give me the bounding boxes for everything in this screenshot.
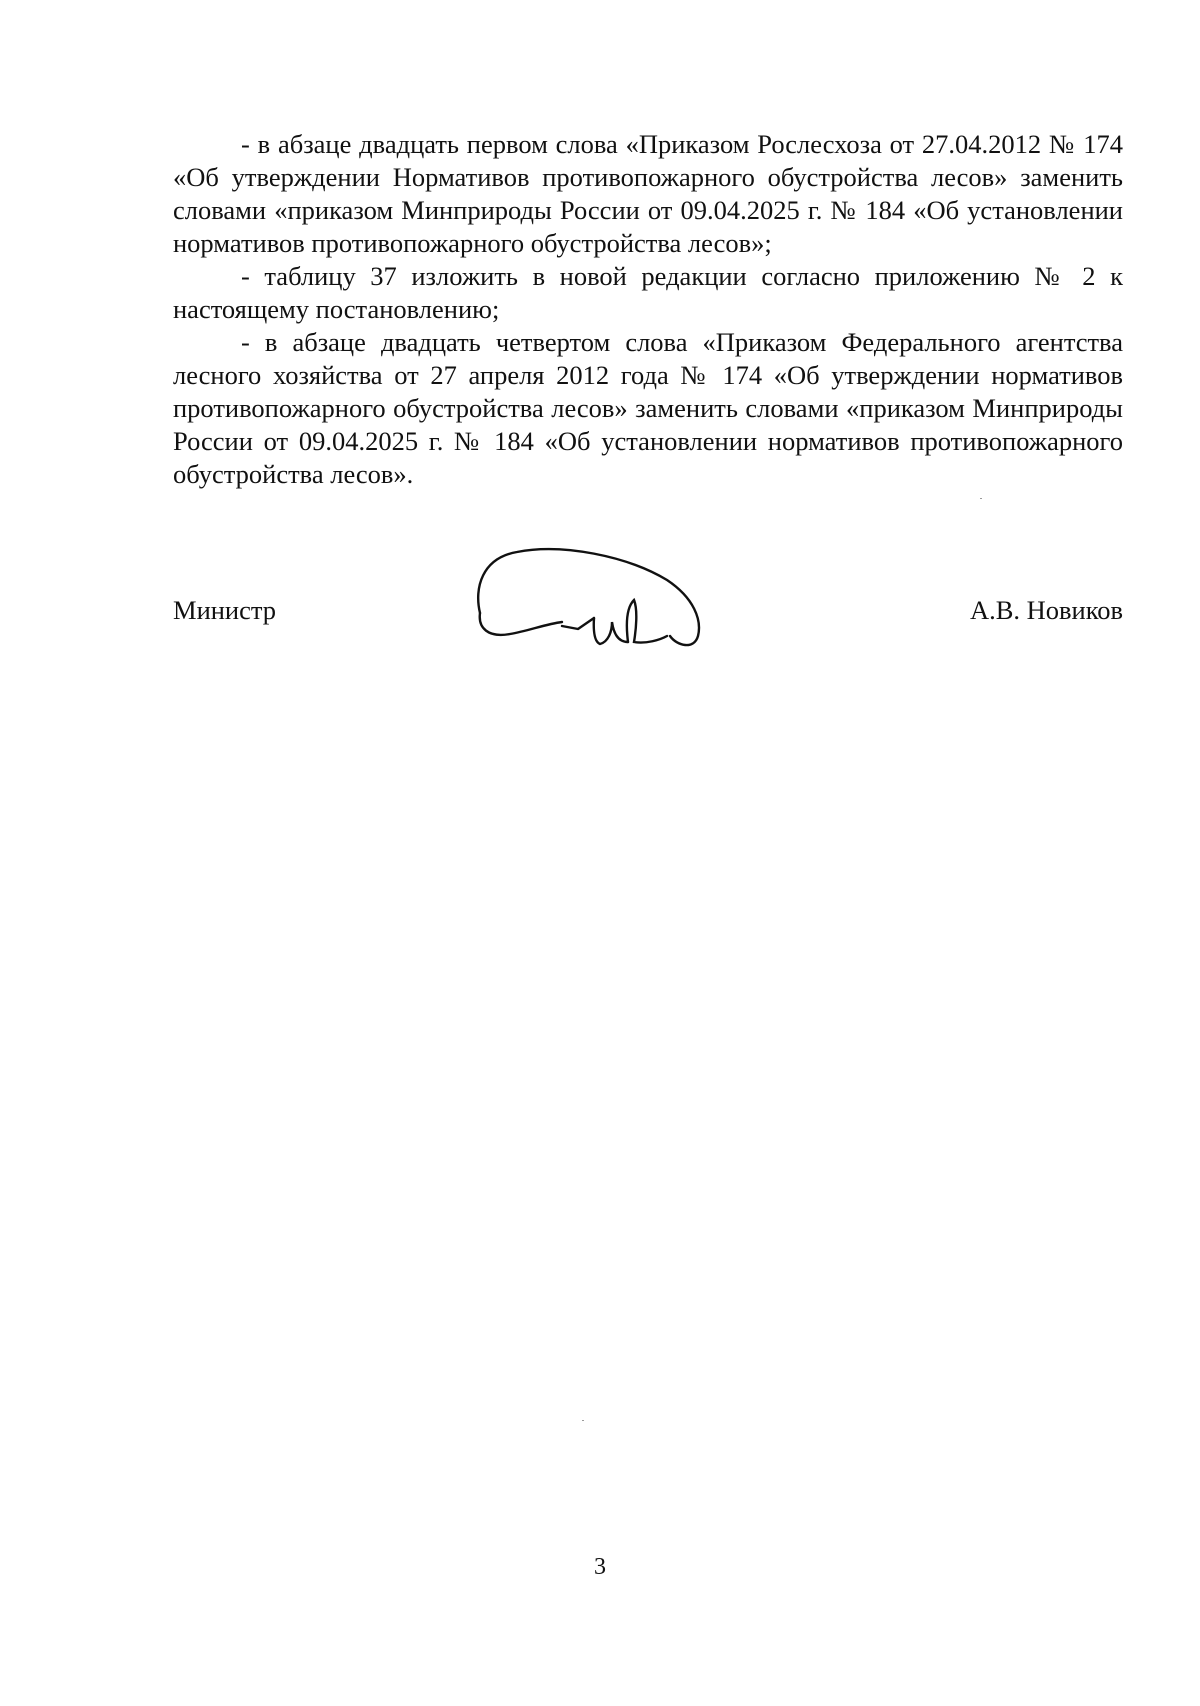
document-body xyxy=(173,128,1123,491)
signature-block xyxy=(173,594,1123,634)
amendment-paragraph: - в абзаце двадцать первом слова «Приказом Рослесхоза от 27.04.2012 № 174 «Об утверждении Нормативов противопожарного обустройства лесов» заменить словами «приказом Минприроды России от 09.04.2025 г. № 184 «Об установлении нормативов противопожарного обустройства лесов»; xyxy=(173,129,1123,258)
signatory-position: Министр xyxy=(173,595,277,625)
scan-speck xyxy=(980,498,982,499)
signatory-name: А.В. Новиков xyxy=(969,595,1123,625)
amendment-paragraph: - таблицу 37 изложить в новой редакции согласно приложению № 2 к настоящему постановлению; xyxy=(173,261,1123,324)
amendment-paragraph: - в абзаце двадцать четвертом слова «Приказом Федерального агентства лесного хозяйства от 27 апреля 2012 года № 174 «Об утверждении нормативов противопожарного обустройства лесов» заменить словами «приказом Минприроды России от 09.04.2025 г. № 184 «Об установлении нормативов противопожарного обустройства лесов». xyxy=(173,327,1123,489)
page-number: 3 xyxy=(594,1554,606,1580)
scan-speck xyxy=(582,1420,584,1421)
